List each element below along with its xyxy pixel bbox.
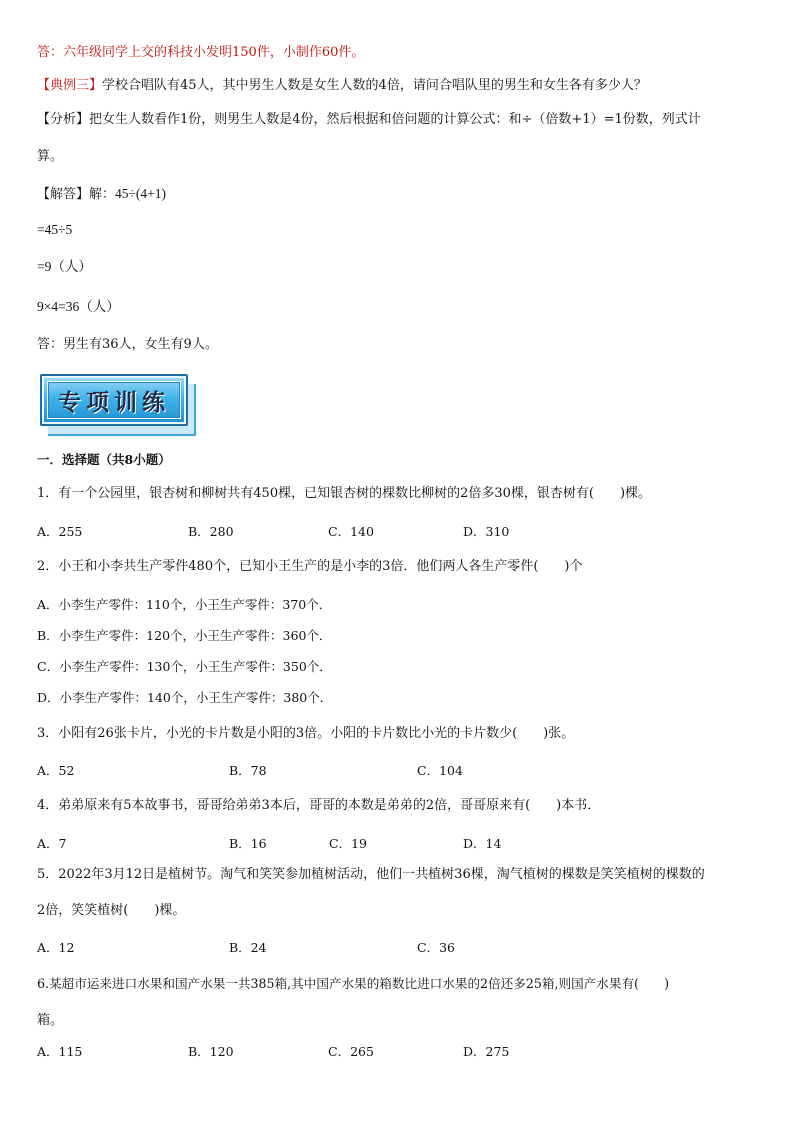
option-c[interactable]: C．36: [417, 940, 455, 955]
example-text: 学校合唱队有45人，其中男生人数是女生人数的4倍，请问合唱队里的男生和女生各有多少人？: [102, 78, 647, 93]
analysis-line-2: 算。: [37, 149, 64, 164]
question-5-text-line-1: 5．2022年3月12日是植树节。淘气和笑笑参加植树活动，他们一共植树36棵，淘气植树的棵数是笑笑植树的棵数的: [37, 867, 705, 882]
question-1-text: 1．有一个公园里，银杏树和柳树共有450棵，已知银杏树的棵数比柳树的2倍多30棵，银杏树有( )棵。: [37, 486, 652, 501]
option-b[interactable]: B．120: [188, 1044, 234, 1059]
option-c[interactable]: C．140: [328, 524, 374, 539]
solution-step-3: =9（人）: [37, 259, 92, 274]
option-a[interactable]: A．12: [37, 940, 75, 955]
solution-label: 【解答】解：: [37, 187, 116, 202]
option-c[interactable]: C．小李生产零件：130个，小王生产零件：350个．: [37, 659, 332, 674]
option-d[interactable]: D．310: [463, 524, 510, 539]
question-6-text-line-2: 箱。: [37, 1013, 64, 1028]
solution-answer: 答：男生有36人，女生有9人。: [37, 337, 218, 352]
option-c[interactable]: C．265: [328, 1044, 374, 1059]
solution-step-4: 9×4=36（人）: [37, 299, 120, 314]
banner-title: 专项训练: [58, 389, 170, 416]
option-c[interactable]: C．19: [329, 836, 367, 851]
solution-expression: 45÷(4+1): [115, 186, 167, 201]
option-b[interactable]: B．小李生产零件：120个，小王生产零件：360个．: [37, 628, 332, 643]
question-6-text-line-1: 6.某超市运来进口水果和国产水果一共385箱,其中国产水果的箱数比进口水果的2倍还多25箱,则国产水果有( ): [37, 976, 670, 991]
option-a[interactable]: A．115: [37, 1044, 83, 1059]
option-b[interactable]: B．16: [229, 836, 267, 851]
analysis-line-1: 【分析】把女生人数看作1份，则男生人数是4份，然后根据和倍问题的计算公式：和÷（倍数+1）=1份数，列式计: [37, 112, 701, 127]
question-5-text-line-2: 2倍，笑笑植树( )棵。: [37, 903, 186, 918]
option-b[interactable]: B．280: [188, 524, 234, 539]
option-c[interactable]: C．104: [417, 763, 463, 778]
option-a[interactable]: A．52: [37, 763, 75, 778]
banner-box: [40, 374, 188, 426]
section-title: 一．选择题（共8小题）: [37, 452, 171, 467]
option-d[interactable]: D．275: [463, 1044, 510, 1059]
option-d[interactable]: D．14: [463, 836, 502, 851]
section-banner: [40, 374, 198, 438]
option-b[interactable]: B．78: [229, 763, 267, 778]
question-2-text: 2．小王和小李共生产零件480个，已知小王生产的是小李的3倍．他们两人各生产零件( )个: [37, 559, 583, 574]
question-3-text: 3．小阳有26张卡片，小光的卡片数是小阳的3倍。小阳的卡片数比小光的卡片数少( )张。: [37, 726, 575, 741]
option-a[interactable]: A．7: [37, 836, 67, 851]
solution-step-2: =45÷5: [37, 222, 73, 237]
banner-inner: [47, 381, 181, 419]
option-d[interactable]: D．小李生产零件：140个，小王生产零件：380个．: [37, 690, 333, 705]
option-a[interactable]: A．255: [37, 524, 83, 539]
example-tag: 【典例三】: [37, 78, 103, 93]
option-b[interactable]: B．24: [229, 940, 267, 955]
solution-line: [37, 185, 166, 204]
example-problem: [37, 77, 647, 95]
question-4-text: 4．弟弟原来有5本故事书，哥哥给弟弟3本后，哥哥的本数是弟弟的2倍，哥哥原来有( )本书．: [37, 798, 601, 813]
option-a[interactable]: A．小李生产零件：110个，小王生产零件：370个．: [37, 597, 332, 612]
previous-answer: 答：六年级同学上交的科技小发明150件，小制作60件。: [37, 45, 365, 60]
